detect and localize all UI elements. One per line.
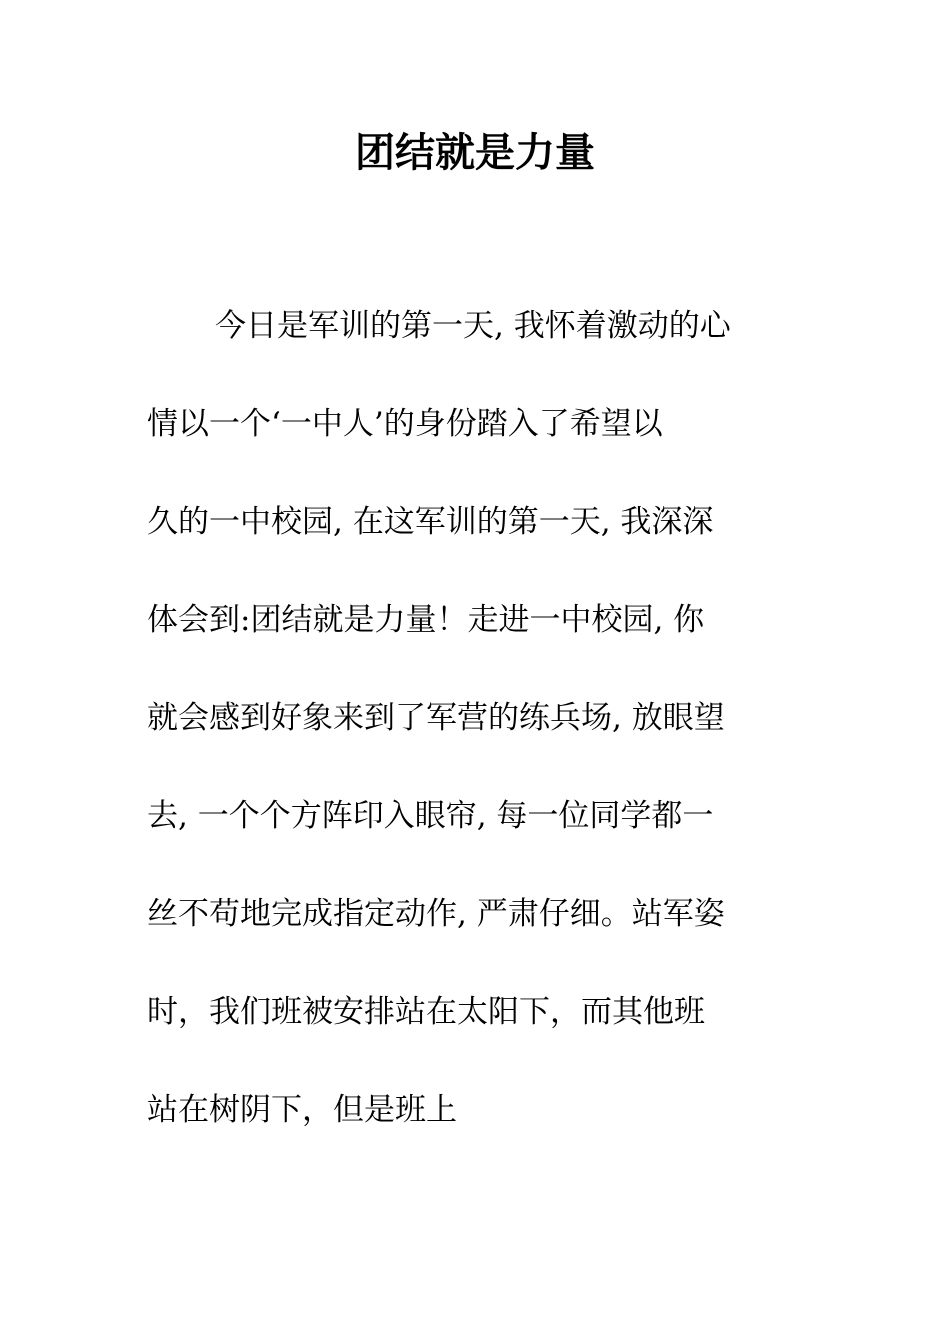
text-line: 丝不苟地完成指定动作, 严肃仔细。站军姿 [147, 896, 725, 932]
text-line: 时，我们班被安排站在太阳下，而其他班 [147, 994, 705, 1030]
text-line: 就会感到好象来到了军营的练兵场, 放眼望 [147, 700, 725, 736]
page-title: 团结就是力量 [355, 129, 595, 176]
text-line: 今日是军训的第一天, 我怀着激动的心 [215, 308, 731, 344]
text-line: 站在树阴下，但是班上 [147, 1092, 457, 1128]
text-line: 情以一个‘一中人’的身份踏入了希望以 [147, 406, 663, 442]
text-line: 体会到:团结就是力量！走进一中校园, 你 [147, 602, 705, 638]
body-paragraph [147, 300, 807, 1182]
text-line: 久的一中校园, 在这军训的第一天, 我深深 [147, 504, 714, 540]
text-line: 去, 一个个方阵印入眼帘, 每一位同学都一 [147, 798, 714, 834]
